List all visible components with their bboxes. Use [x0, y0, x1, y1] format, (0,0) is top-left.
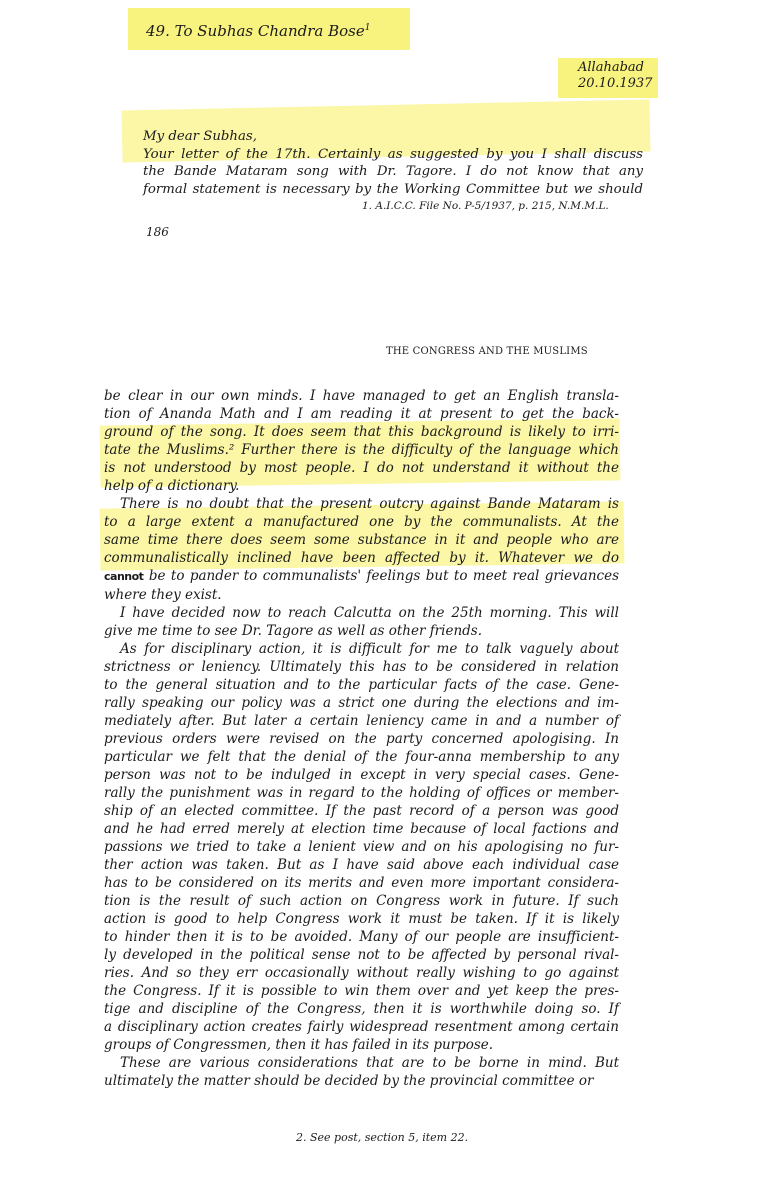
body-line: ther action was taken. But as I have said above each individual case	[104, 857, 619, 873]
place: Allahabad	[578, 60, 644, 75]
body-line: passions we tried to take a lenient view and on his apologising no fur-	[104, 839, 619, 855]
body-line: tate the Muslims.² Further there is the difficulty of the language which	[104, 442, 619, 458]
body-line: ly developed in the political sense not to be affected by personal rival-	[104, 947, 619, 963]
body-line: is not understood by most people. I do not understand it without the	[104, 460, 619, 476]
opening-line: the Bande Mataram song with Dr. Tagore. I do not know that any	[143, 164, 643, 179]
footnote-1: 1. A.I.C.C. File No. P-5/1937, p. 215, N.M.M.L.	[362, 200, 609, 212]
cannot-word: cannot	[104, 570, 144, 583]
body-line: and he had erred merely at election time because of local factions and	[104, 821, 619, 837]
letter-number: 49.	[146, 22, 170, 40]
body-line: tion of Ananda Math and I am reading it at present to get the back-	[104, 406, 619, 422]
body-line: ultimately the matter should be decided by the provincial committee or	[104, 1073, 594, 1089]
body-line: the Congress. If it is possible to win them over and yet keep the pres-	[104, 983, 619, 999]
body-line: where they exist.	[104, 587, 222, 603]
body-text	[104, 387, 619, 1090]
body-line: person was not to be indulged in except in very special cases. Gene-	[104, 767, 619, 783]
letter-title	[146, 22, 370, 40]
body-line: tion is the result of such action on Congress work in future. If such	[104, 893, 619, 909]
date: 20.10.1937	[578, 76, 653, 91]
body-line: particular we felt that the denial of the four-anna membership to any	[104, 749, 619, 765]
body-line: rally the punishment was in regard to the holding of offices or member-	[104, 785, 619, 801]
footnote-2: 2. See post, section 5, item 22.	[296, 1131, 469, 1144]
page-number: 186	[146, 225, 169, 239]
body-line: There is no doubt that the present outcry against Bande Mataram is	[120, 496, 619, 512]
body-line: As for disciplinary action, it is difficult for me to talk vaguely about	[120, 641, 619, 657]
body-line: to the general situation and to the particular facts of the case. Gene-	[104, 677, 619, 693]
running-head: THE CONGRESS AND THE MUSLIMS	[386, 346, 588, 357]
letter-recipient: To Subhas Chandra Bose	[174, 22, 365, 40]
body-line: be clear in our own minds. I have managed to get an English transla-	[104, 388, 619, 404]
body-line: to hinder then it is to be avoided. Many of our people are insufficient-	[104, 929, 619, 945]
body-line: a disciplinary action creates fairly widespread resentment among certain	[104, 1019, 619, 1035]
letter-opening	[143, 128, 643, 198]
salutation: My dear Subhas,	[143, 129, 257, 144]
body-line-cannot	[104, 567, 619, 586]
body-line: communalistically inclined have been affected by it. Whatever we do	[104, 550, 619, 566]
body-line: action is good to help Congress work it must be taken. If it is likely	[104, 911, 619, 927]
body-line: ries. And so they err occasionally without really wishing to go against	[104, 965, 619, 981]
body-line: ship of an elected committee. If the past record of a person was good	[104, 803, 619, 819]
opening-line: Your letter of the 17th. Certainly as suggested by you I shall discuss	[143, 146, 643, 162]
body-line: previous orders were revised on the party concerned apologising. In	[104, 731, 619, 747]
body-line: These are various considerations that are to be borne in mind. But	[120, 1055, 619, 1071]
body-line: has to be considered on its merits and even more important considera-	[104, 875, 619, 891]
body-line: give me time to see Dr. Tagore as well as other friends.	[104, 623, 482, 639]
body-line: to a large extent a manufactured one by the communalists. At the	[104, 514, 619, 530]
body-line: same time there does seem some substance in it and people who are	[104, 532, 619, 548]
body-line: I have decided now to reach Calcutta on the 25th morning. This will	[120, 605, 619, 621]
footnote-mark: 1	[364, 23, 371, 33]
body-line: ground of the song. It does seem that this background is likely to irri-	[104, 424, 619, 440]
body-line: help of a dictionary.	[104, 478, 240, 494]
body-line-rest: be to pander to communalists' feelings but to meet real grievances	[148, 568, 619, 584]
body-line: rally speaking our policy was a strict one during the elections and im-	[104, 695, 619, 711]
body-line: strictness or leniency. Ultimately this has to be considered in relation	[104, 659, 619, 675]
body-line: groups of Congressmen, then it has failed in its purpose.	[104, 1037, 494, 1053]
body-line: mediately after. But later a certain leniency came in and a number of	[104, 713, 619, 729]
place-date	[578, 60, 652, 92]
opening-line: formal statement is necessary by the Working Committee but we should	[143, 181, 643, 197]
body-line: tige and discipline of the Congress, then it is worthwhile doing so. If	[104, 1001, 619, 1017]
